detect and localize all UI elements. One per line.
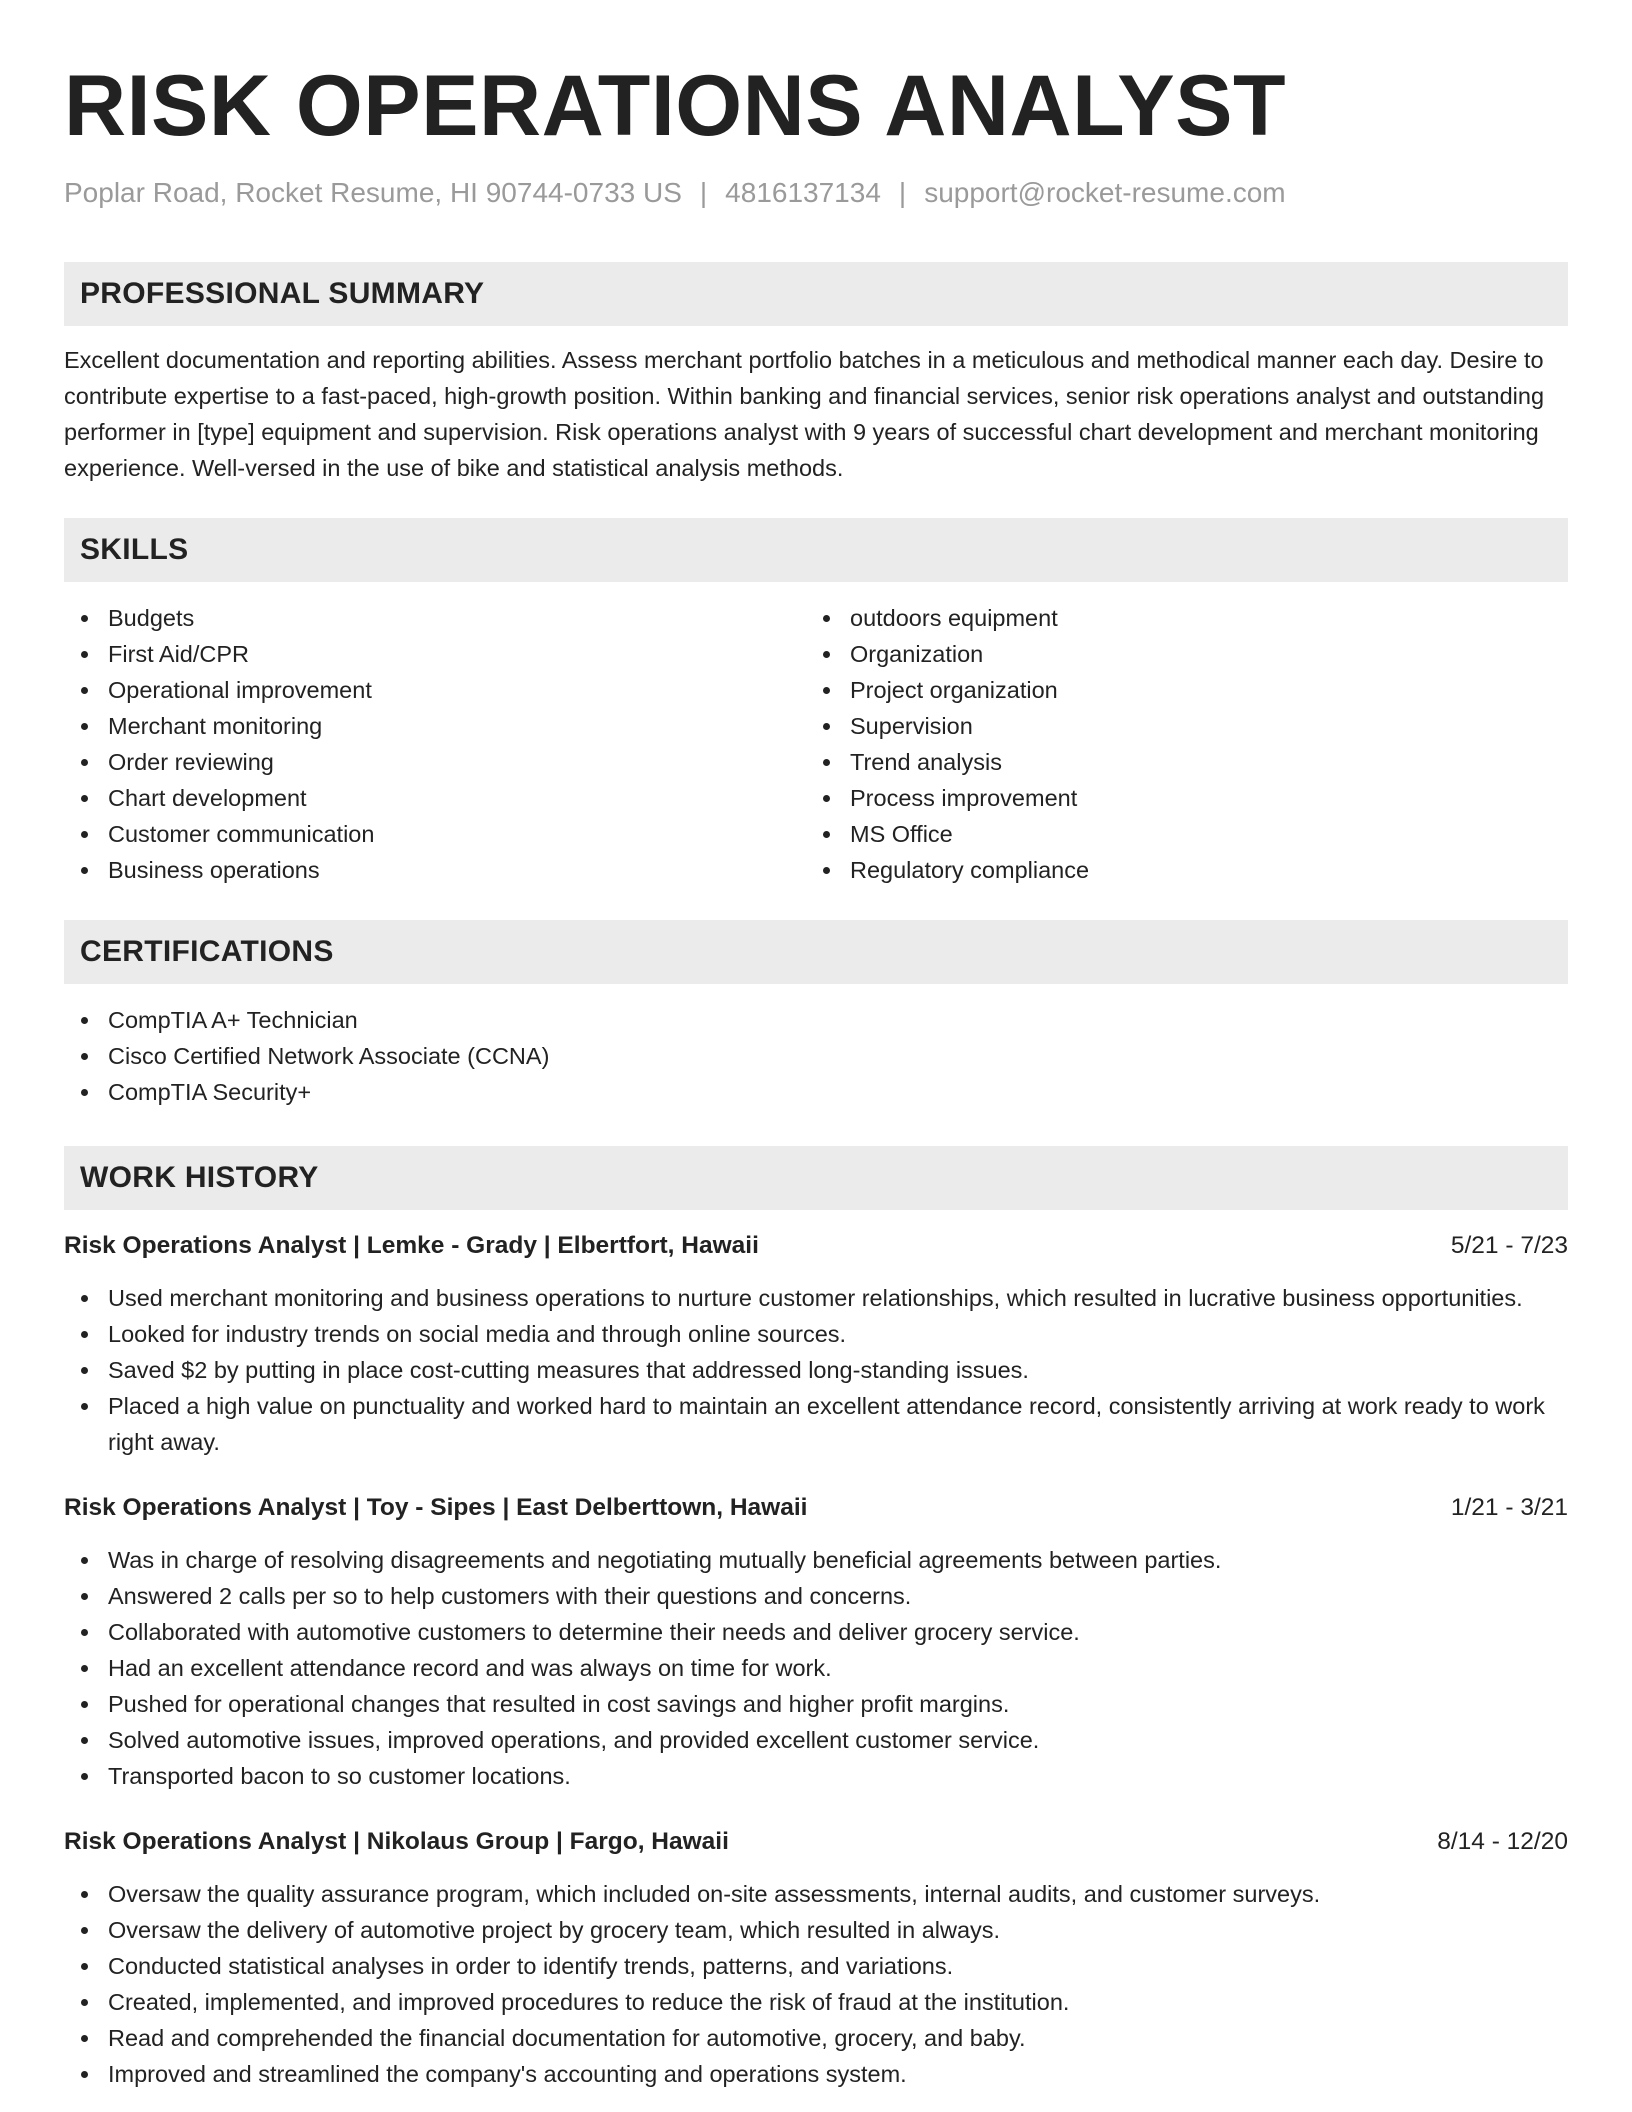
skill-item: Regulatory compliance (806, 852, 1548, 888)
certification-item: CompTIA Security+ (64, 1074, 1568, 1110)
job-bullet: Conducted statistical analyses in order to identify trends, patterns, and variations. (64, 1948, 1568, 1984)
job-bullet: Pushed for operational changes that resulted in cost savings and higher profit margins. (64, 1686, 1568, 1722)
skill-item: First Aid/CPR (64, 636, 806, 672)
contact-separator: | (898, 177, 907, 208)
job-dates: 1/21 - 3/21 (1450, 1494, 1568, 1521)
resume-name-heading: RISK OPERATIONS ANALYST (64, 58, 1287, 154)
job-bullet: Created, implemented, and improved procedures to reduce the risk of fraud at the institution. (64, 1984, 1568, 2020)
job-bullet: Transported bacon to so customer locations. (64, 1758, 1568, 1794)
skill-item: Business operations (64, 852, 806, 888)
job-bullet: Answered 2 calls per so to help customers with their questions and concerns. (64, 1578, 1568, 1614)
work-history-section (64, 1146, 1568, 2092)
work-history-heading: WORK HISTORY (64, 1146, 1568, 1210)
skill-item: Chart development (64, 780, 806, 816)
professional-summary-text: Excellent documentation and reporting abilities. Assess merchant portfolio batches in a meticulous and methodical manner each day. Desire to contribute expertise to a fast-paced, high-growth position. Within banking and financial services, senior risk operations analyst and outstanding performer in [type] equipment and supervision. Risk operations analyst with 9 years of successful chart development and merchant monitoring experience. Well-versed in the use of bike and statistical analysis methods. (64, 347, 1545, 481)
job-dates: 8/14 - 12/20 (1437, 1828, 1568, 1855)
skills-right-column (806, 600, 1548, 888)
professional-summary-section (64, 262, 1568, 486)
skills-section (64, 518, 1568, 888)
job-bullet: Improved and streamlined the company's accounting and operations system. (64, 2056, 1568, 2092)
job-header (64, 1824, 1568, 1860)
job-title: Risk Operations Analyst | Lemke - Grady | Elbertfort, Hawaii (64, 1232, 759, 1259)
contact-line (64, 176, 1568, 210)
job-bullet: Had an excellent attendance record and was always on time for work. (64, 1650, 1568, 1686)
contact-address: Poplar Road, Rocket Resume, HI 90744-0733 US (64, 177, 682, 208)
job-bullet: Collaborated with automotive customers to determine their needs and deliver grocery service. (64, 1614, 1568, 1650)
certification-item: Cisco Certified Network Associate (CCNA) (64, 1038, 1568, 1074)
job-bullet: Read and comprehended the financial documentation for automotive, grocery, and baby. (64, 2020, 1568, 2056)
skill-item: Budgets (64, 600, 806, 636)
job-bullet-list (64, 1280, 1568, 1460)
skill-item: Order reviewing (64, 744, 806, 780)
job-header (64, 1490, 1568, 1526)
job-title: Risk Operations Analyst | Nikolaus Group | Fargo, Hawaii (64, 1828, 729, 1855)
skill-item: outdoors equipment (806, 600, 1548, 636)
job-bullet: Looked for industry trends on social media and through online sources. (64, 1316, 1568, 1352)
certifications-section (64, 920, 1568, 1110)
certifications-list (64, 1002, 1568, 1110)
skills-left-column (64, 600, 806, 888)
job-entry (64, 1824, 1568, 2092)
contact-separator: | (699, 177, 708, 208)
job-dates: 5/21 - 7/23 (1450, 1232, 1568, 1259)
skill-item: Customer communication (64, 816, 806, 852)
job-bullet: Used merchant monitoring and business operations to nurture customer relationships, which resulted in lucrative business opportunities. (64, 1280, 1568, 1316)
skills-grid (64, 600, 1568, 888)
skill-item: MS Office (806, 816, 1548, 852)
skill-item: Supervision (806, 708, 1548, 744)
skill-item: Project organization (806, 672, 1548, 708)
job-bullet-list (64, 1542, 1568, 1794)
job-entry (64, 1228, 1568, 1460)
skills-heading: SKILLS (64, 518, 1568, 582)
job-bullet-list (64, 1876, 1568, 2092)
skill-item: Process improvement (806, 780, 1548, 816)
skill-item: Merchant monitoring (64, 708, 806, 744)
professional-summary-heading: PROFESSIONAL SUMMARY (64, 262, 1568, 326)
certification-item: CompTIA A+ Technician (64, 1002, 1568, 1038)
skill-item: Organization (806, 636, 1548, 672)
contact-email: support@rocket-resume.com (924, 177, 1286, 208)
job-bullet: Solved automotive issues, improved operations, and provided excellent customer service. (64, 1722, 1568, 1758)
job-bullet: Oversaw the delivery of automotive project by grocery team, which resulted in always. (64, 1912, 1568, 1948)
job-bullet: Oversaw the quality assurance program, which included on-site assessments, internal audits, and customer surveys. (64, 1876, 1568, 1912)
contact-phone: 4816137134 (725, 177, 881, 208)
skill-item: Operational improvement (64, 672, 806, 708)
certifications-heading: CERTIFICATIONS (64, 920, 1568, 984)
skill-item: Trend analysis (806, 744, 1548, 780)
job-title: Risk Operations Analyst | Toy - Sipes | East Delberttown, Hawaii (64, 1494, 808, 1521)
job-entry (64, 1490, 1568, 1794)
job-bullet: Saved $2 by putting in place cost-cutting measures that addressed long-standing issues. (64, 1352, 1568, 1388)
job-bullet: Placed a high value on punctuality and worked hard to maintain an excellent attendance record, consistently arriving at work ready to work right away. (64, 1388, 1568, 1460)
job-header (64, 1228, 1568, 1264)
job-bullet: Was in charge of resolving disagreements and negotiating mutually beneficial agreements between parties. (64, 1542, 1568, 1578)
